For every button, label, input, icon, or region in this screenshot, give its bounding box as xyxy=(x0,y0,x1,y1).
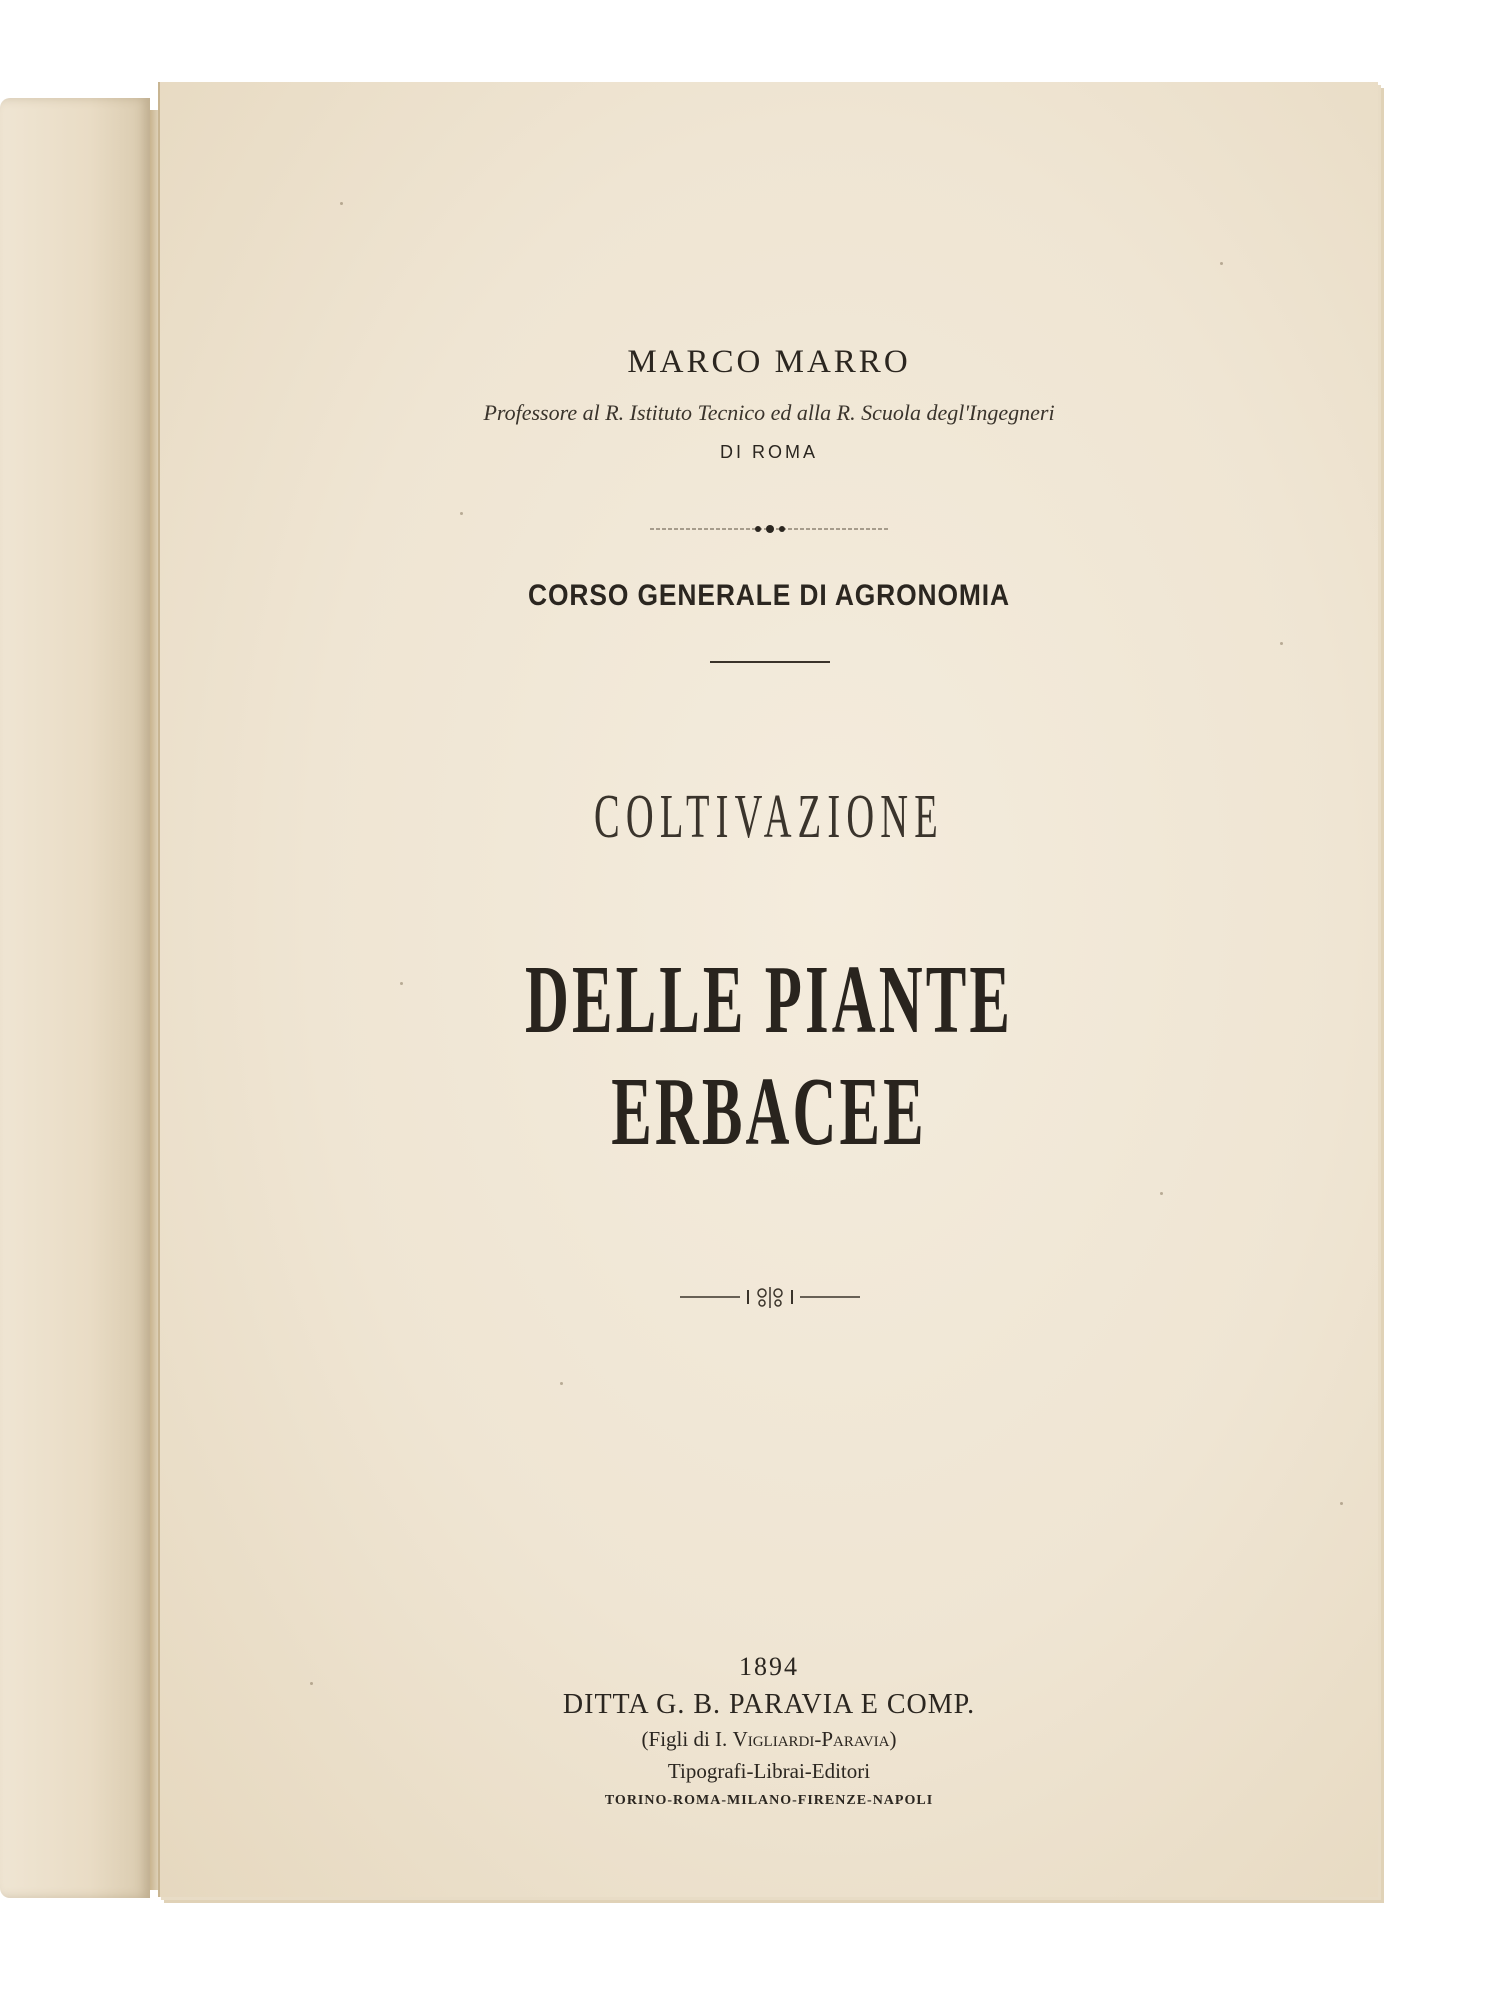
paper-speck xyxy=(1340,1502,1343,1505)
author-city: DI ROMA xyxy=(719,442,818,462)
paper-speck xyxy=(340,202,343,205)
paper-speck xyxy=(1280,642,1283,645)
author-affiliation: Professore al R. Istituto Tecnico ed alla R. Scuola degl'Ingegneri xyxy=(483,400,1055,425)
fleuron-ornament-icon xyxy=(670,1282,870,1312)
paper-speck xyxy=(460,512,463,515)
publisher-cities: TORINO-ROMA-MILANO-FIRENZE-NAPOLI xyxy=(604,1793,934,1808)
paper-speck xyxy=(1220,262,1223,265)
main-title-line-2: DELLE PIANTE ERBACEE xyxy=(525,946,1013,1166)
title-page xyxy=(158,82,1378,1897)
publisher-note-open: (Figli di I. xyxy=(641,1727,733,1751)
paper-speck xyxy=(1160,1192,1163,1195)
publisher-name: DITTA G. B. PARAVIA E COMP. xyxy=(562,1689,976,1720)
paper-speck xyxy=(400,982,403,985)
publisher-note-close: ) xyxy=(889,1727,897,1751)
divider-ornament-icon xyxy=(650,522,890,536)
publisher-trade: Tipografi-Librai-Editori xyxy=(667,1759,871,1783)
left-page-edge xyxy=(0,98,150,1898)
paper-speck xyxy=(560,1382,563,1385)
divider-rule xyxy=(710,661,830,663)
main-title-line-1: COLTIVAZIONE xyxy=(594,783,944,851)
publication-year: 1894 xyxy=(739,1652,799,1681)
paper-speck xyxy=(310,1682,313,1685)
publisher-note-name: Vigliardi-Paravia xyxy=(732,1727,890,1751)
book-spine xyxy=(150,110,158,1890)
course-title: CORSO GENERALE DI AGRONOMIA xyxy=(528,579,1010,612)
publisher-note xyxy=(160,1727,1378,1752)
author-name: MARCO MARRO xyxy=(627,344,911,380)
